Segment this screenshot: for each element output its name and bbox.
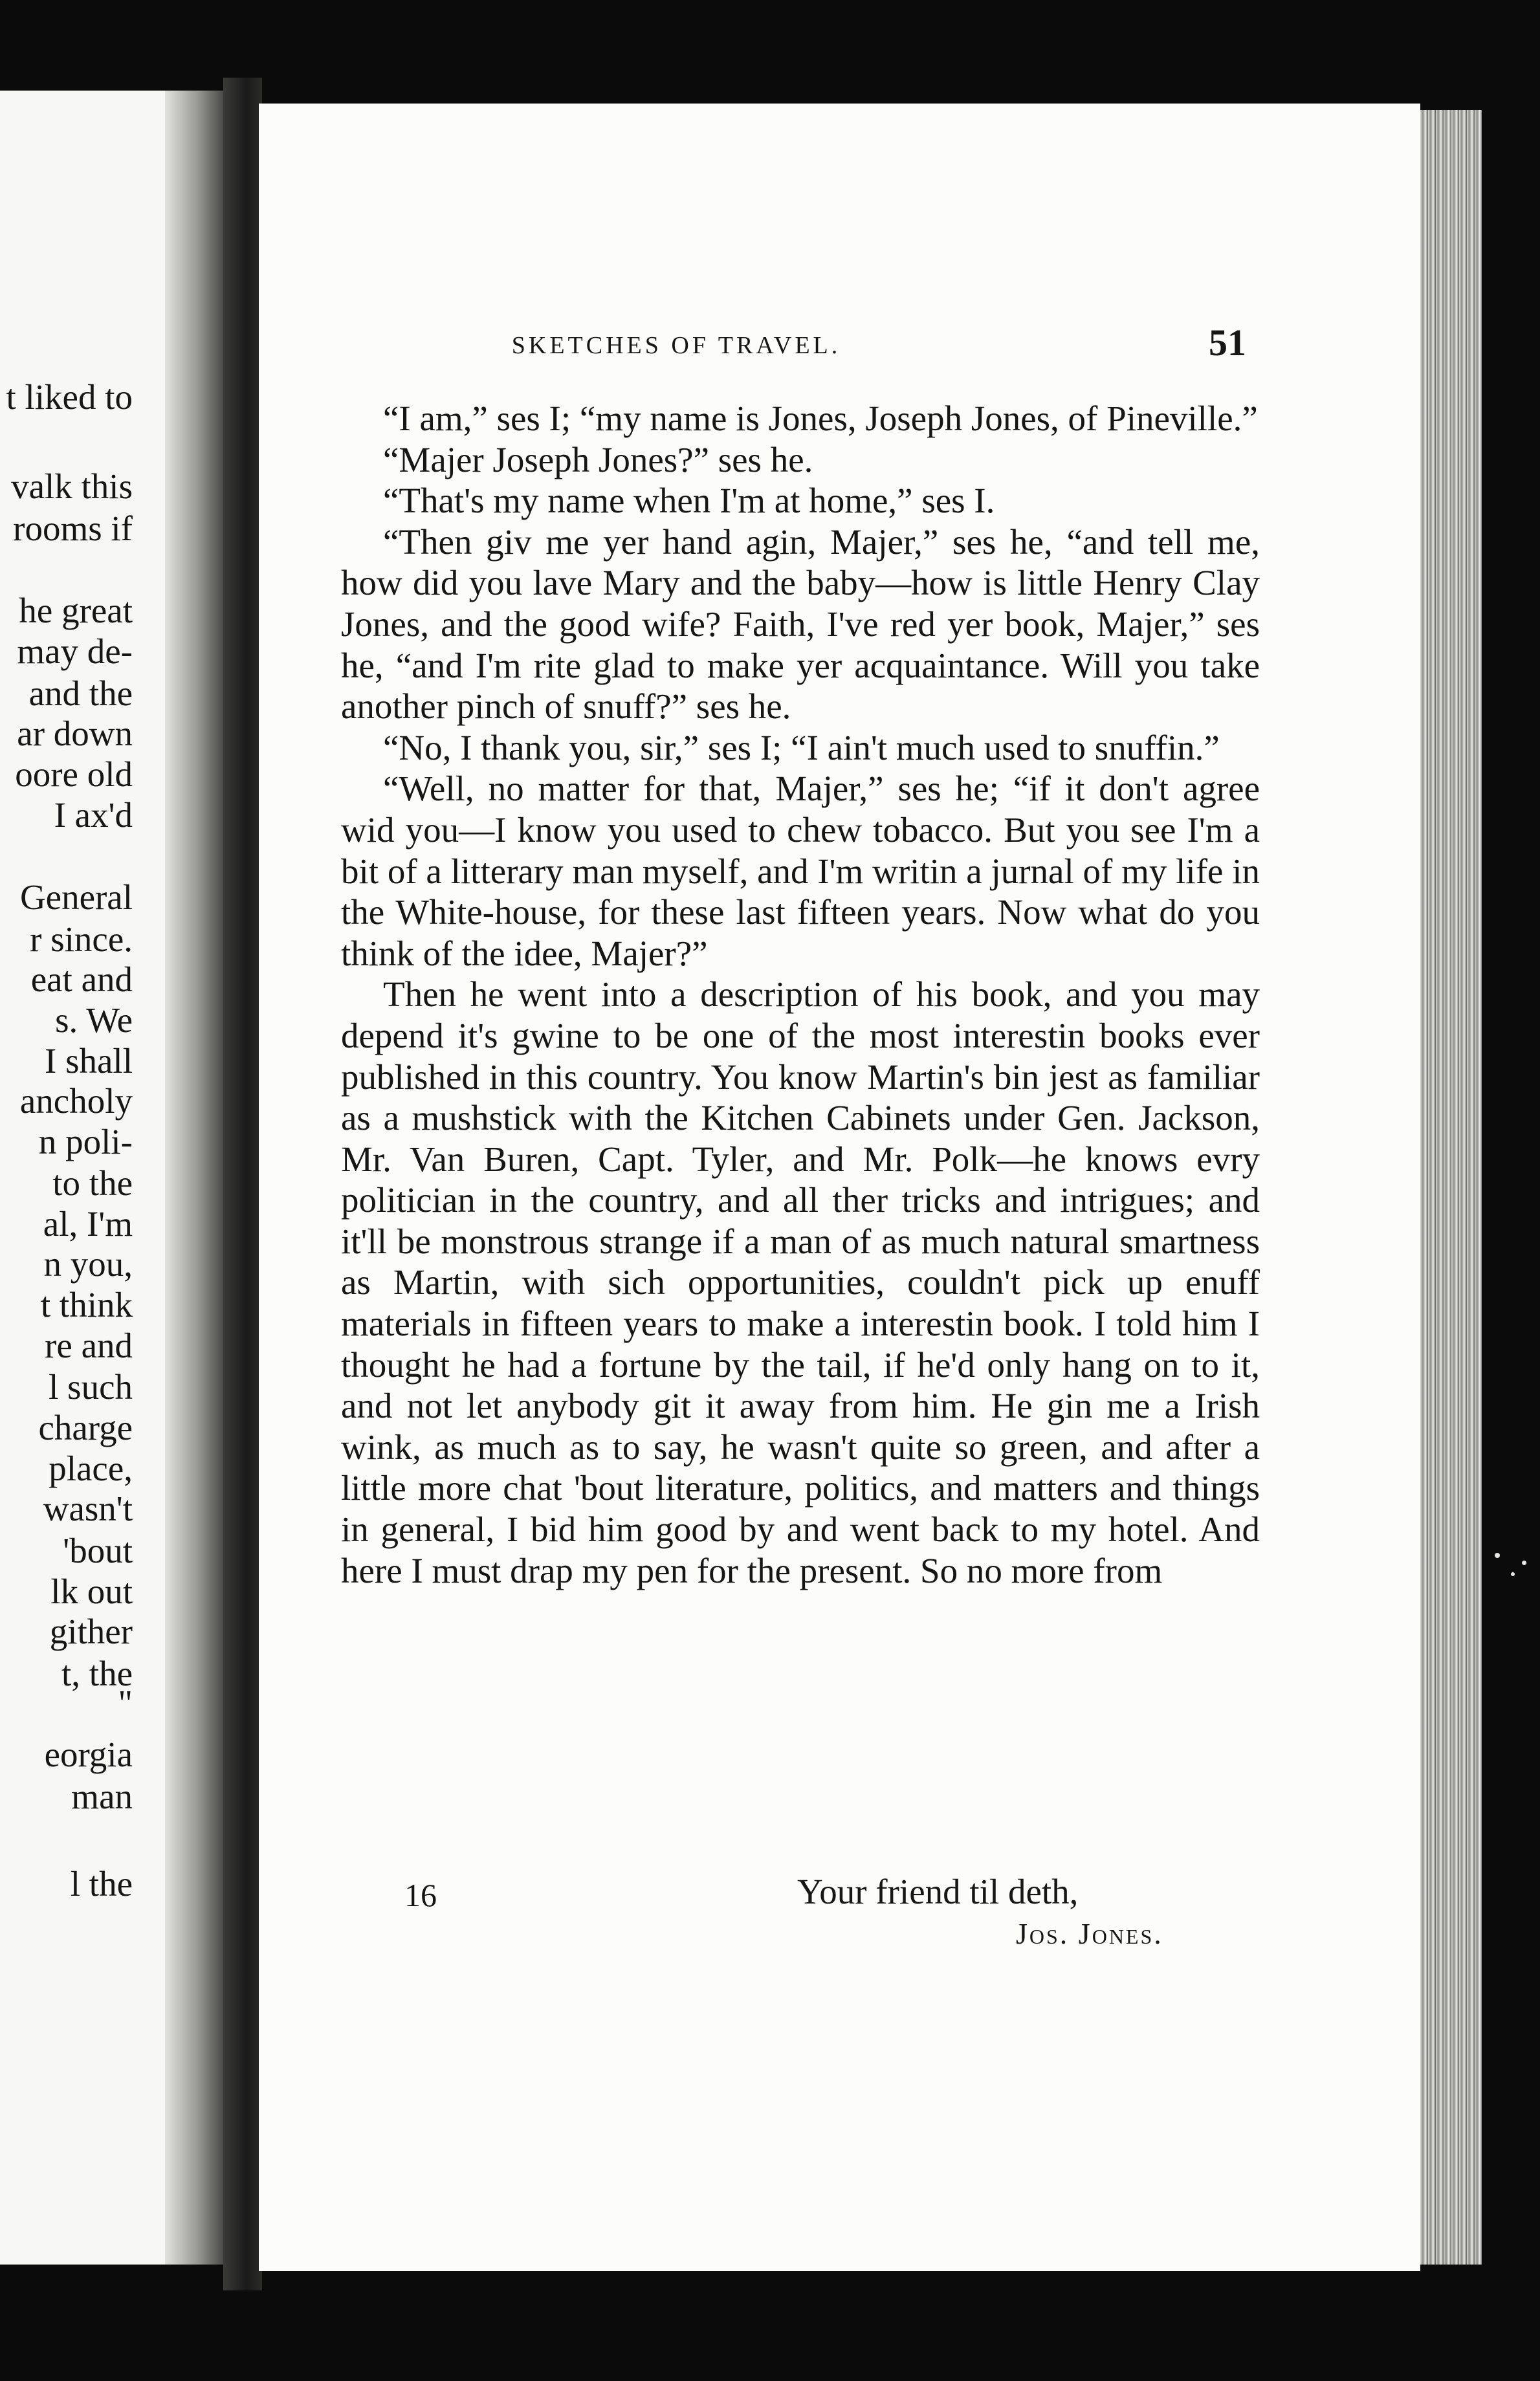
left-page-line: 'bout: [63, 1531, 133, 1570]
left-page-line: t, the: [61, 1654, 133, 1693]
letter-signature: Jos. Jones.: [1016, 1917, 1163, 1950]
left-page-line: he great: [19, 591, 133, 630]
left-page-line: I ax'd: [54, 795, 133, 835]
left-page-line: wasn't: [43, 1489, 133, 1528]
left-page-line: I shall: [45, 1041, 133, 1081]
scan-speck: [1495, 1553, 1500, 1558]
body-text: [341, 398, 1260, 1591]
left-page-line: ar down: [17, 714, 133, 753]
left-page-line: valk this: [11, 466, 133, 506]
left-page-line: and the: [28, 674, 133, 713]
running-head: SKETCHES OF TRAVEL.: [511, 332, 841, 359]
paragraph: “No, I thank you, sir,” ses I; “I ain't much used to snuffin.”: [383, 727, 1220, 767]
left-page-line: t liked to: [6, 377, 133, 417]
left-page-line: r since.: [30, 919, 133, 959]
left-page-line: al, I'm: [43, 1204, 133, 1244]
left-page-line: ": [118, 1683, 133, 1722]
left-page-line: man: [71, 1777, 133, 1816]
left-page-line: eorgia: [44, 1735, 133, 1774]
scan-speck: [1522, 1561, 1526, 1565]
left-page-line: oore old: [15, 754, 133, 794]
left-page-line: place,: [49, 1449, 133, 1488]
left-page-line: re and: [45, 1326, 133, 1365]
left-page-line: rooms if: [13, 509, 133, 548]
signature-mark: 16: [404, 1877, 437, 1913]
left-page-line: n you,: [43, 1244, 133, 1284]
paragraph: “Well, no matter for that, Majer,” ses he; “if it don't agree wid you—I know you used to chew tobacco. But you see I'm a bit of a litterary man myself, and I'm writin a jurnal of my life in the White-house, for these last fifteen years. Now what do you think of the idee, Majer?”: [341, 769, 1260, 973]
page-edges: [1420, 110, 1482, 2265]
left-page-line: n poli-: [38, 1122, 133, 1161]
paragraph: “Majer Joseph Jones?” ses he.: [383, 439, 813, 479]
left-page-line: t think: [40, 1285, 133, 1324]
paragraph: “That's my name when I'm at home,” ses I.: [383, 481, 995, 521]
left-page-line: s. We: [55, 1000, 133, 1040]
left-page: [0, 91, 223, 2265]
book-spine: [223, 78, 262, 2290]
left-page-line: gither: [49, 1612, 133, 1651]
left-page-line: l such: [49, 1367, 133, 1407]
scan-speck: [1511, 1572, 1515, 1576]
left-page-line: lk out: [50, 1572, 133, 1611]
left-page-line: General: [19, 877, 133, 917]
paragraph: “Then giv me yer hand agin, Majer,” ses he, “and tell me, how did you lave Mary and the baby—how is little Henry Clay Jones, and the good wife? Faith, I've red yer book, Majer,” ses he, “and I'm rite glad to make yer acquaintance. Will you take another pinch of snuff?” ses he.: [341, 521, 1260, 727]
page-number: 51: [1209, 322, 1246, 364]
letter-closing: Your friend til deth,: [797, 1872, 1079, 1911]
left-page-line: eat and: [30, 960, 133, 999]
left-page-gutter-shadow: [165, 91, 223, 2265]
left-page-line: ancholy: [19, 1081, 133, 1121]
left-page-line: to the: [52, 1163, 133, 1203]
left-page-line: charge: [38, 1408, 133, 1447]
left-page-line: may de-: [17, 631, 133, 671]
paragraph: Then he went into a description of his book, and you may depend it's gwine to be one of the most interestin books ever published in this country. You know Martin's bin jest as familiar as a mushstick with the Kitchen Cabinets under Gen. Jackson, Mr. Van Buren, Capt. Tyler, and Mr. Polk—he knows evry politician in the country, and all ther tricks and intrigues; and it'll be monstrous strange if a man of as much natural smartness as Martin, with sich opportunities, couldn't pick up enuff materials in fifteen years to make a interestin book. I told him I thought he had a fortune by the tail, if he'd only hang on to it, and not let anybody git it away from him. He gin me a Irish wink, as much as to say, he wasn't quite so green, and after a little more chat 'bout literature, politics, and matters and things in general, I bid him good by and went back to my hotel. And here I must drap my pen for the present. So no more from: [341, 974, 1260, 1590]
paragraph: “I am,” ses I; “my name is Jones, Joseph Jones, of Pineville.”: [383, 399, 1258, 438]
left-page-line: l the: [70, 1864, 133, 1904]
